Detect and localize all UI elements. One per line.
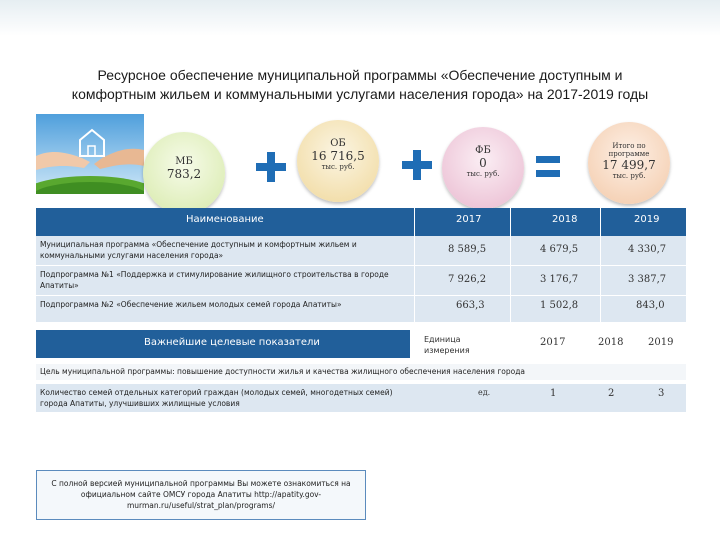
row-name: Подпрограмма №2 «Обеспечение жильем молодых семей города Апатиты» [40,300,342,309]
ob-label: ОБ [330,138,346,149]
page-title [30,66,690,104]
ob-unit: тыс. руб. [321,163,355,171]
title-line-2: комфортным жильем и коммунальными услугами населения города» на 2017-2019 годы [71,86,649,102]
row-name: Подпрограмма №1 «Поддержка и стимулирование жилищного строительства в городе Апатиты» [40,270,389,290]
program-link-note [36,470,366,520]
total-unit: тыс. руб. [612,172,646,180]
title-line-1: Ресурсное обеспечение муниципальной программы «Обеспечение доступным и [97,67,623,83]
indicators-header-2018: 2018 [598,337,624,348]
mb-value: 783,2 [166,167,202,181]
row-2019: 4 330,7 [628,244,667,255]
total-label-2: программе [608,150,650,158]
goal-text: Цель муниципальной программы: повышение доступности жилья и качества жилищного обеспечения населения города [40,367,525,376]
header-2019: 2019 [634,214,660,225]
funding-table-header [36,208,686,236]
ob-value: 16 716,5 [311,149,365,163]
table-row [36,236,686,265]
indicator-name: Количество семей отдельных категорий граждан (молодых семей, многодетных семей) города Апатиты, улучшивших жилищные условия [40,388,393,408]
row-2017: 7 926,2 [448,274,487,285]
indicator-2018: 2 [608,388,615,399]
plus-icon [402,150,432,180]
budget-circle-total [588,122,670,204]
indicators-header-2019: 2019 [648,337,674,348]
goal-row [36,364,686,380]
header-2017: 2017 [456,214,482,225]
budget-circle-ob [297,120,379,202]
note-text: С полной версией муниципальной программы Вы можете ознакомиться на официальном сайте ОМСУ города Апатиты http://apatity.gov-murman.ru/useful/strat_plan/programs/ [51,479,351,510]
row-2018: 1 502,8 [540,300,579,311]
budget-circle-fb [442,127,524,209]
column-divider [600,208,601,322]
indicator-2017: 1 [550,388,557,399]
fb-value: 0 [479,156,487,170]
table-row [36,384,686,412]
fb-label: ФБ [475,145,491,156]
row-2018: 4 679,5 [540,244,579,255]
indicators-table-header [36,330,410,358]
header-2018: 2018 [552,214,578,225]
equals-icon [536,156,560,178]
row-name: Муниципальная программа «Обеспечение доступным и комфортным жильем и коммунальными услугами населения города» [40,240,357,260]
row-2017: 8 589,5 [448,244,487,255]
top-gradient-band [0,0,720,36]
indicators-header-2017: 2017 [540,337,566,348]
column-divider [414,208,415,322]
table-row [36,296,686,322]
budget-circle-mb [143,132,225,214]
column-divider [510,208,511,322]
row-2017: 663,3 [456,300,485,311]
indicator-unit: ед. [478,388,491,397]
mb-label: МБ [175,156,193,167]
row-2019: 3 387,7 [628,274,667,285]
total-label-1: Итого по [612,142,646,150]
indicators-header-name: Важнейшие целевые показатели [144,337,320,348]
fb-unit: тыс. руб. [466,170,500,178]
row-2019: 843,0 [636,300,665,311]
indicator-2019: 3 [658,388,665,399]
row-2018: 3 176,7 [540,274,579,285]
hands-house-illustration [36,114,144,194]
header-name: Наименование [186,214,264,225]
indicators-header-unit: Единица измерения [424,335,470,355]
plus-icon [256,152,286,182]
table-row [36,266,686,295]
total-value: 17 499,7 [602,158,656,172]
